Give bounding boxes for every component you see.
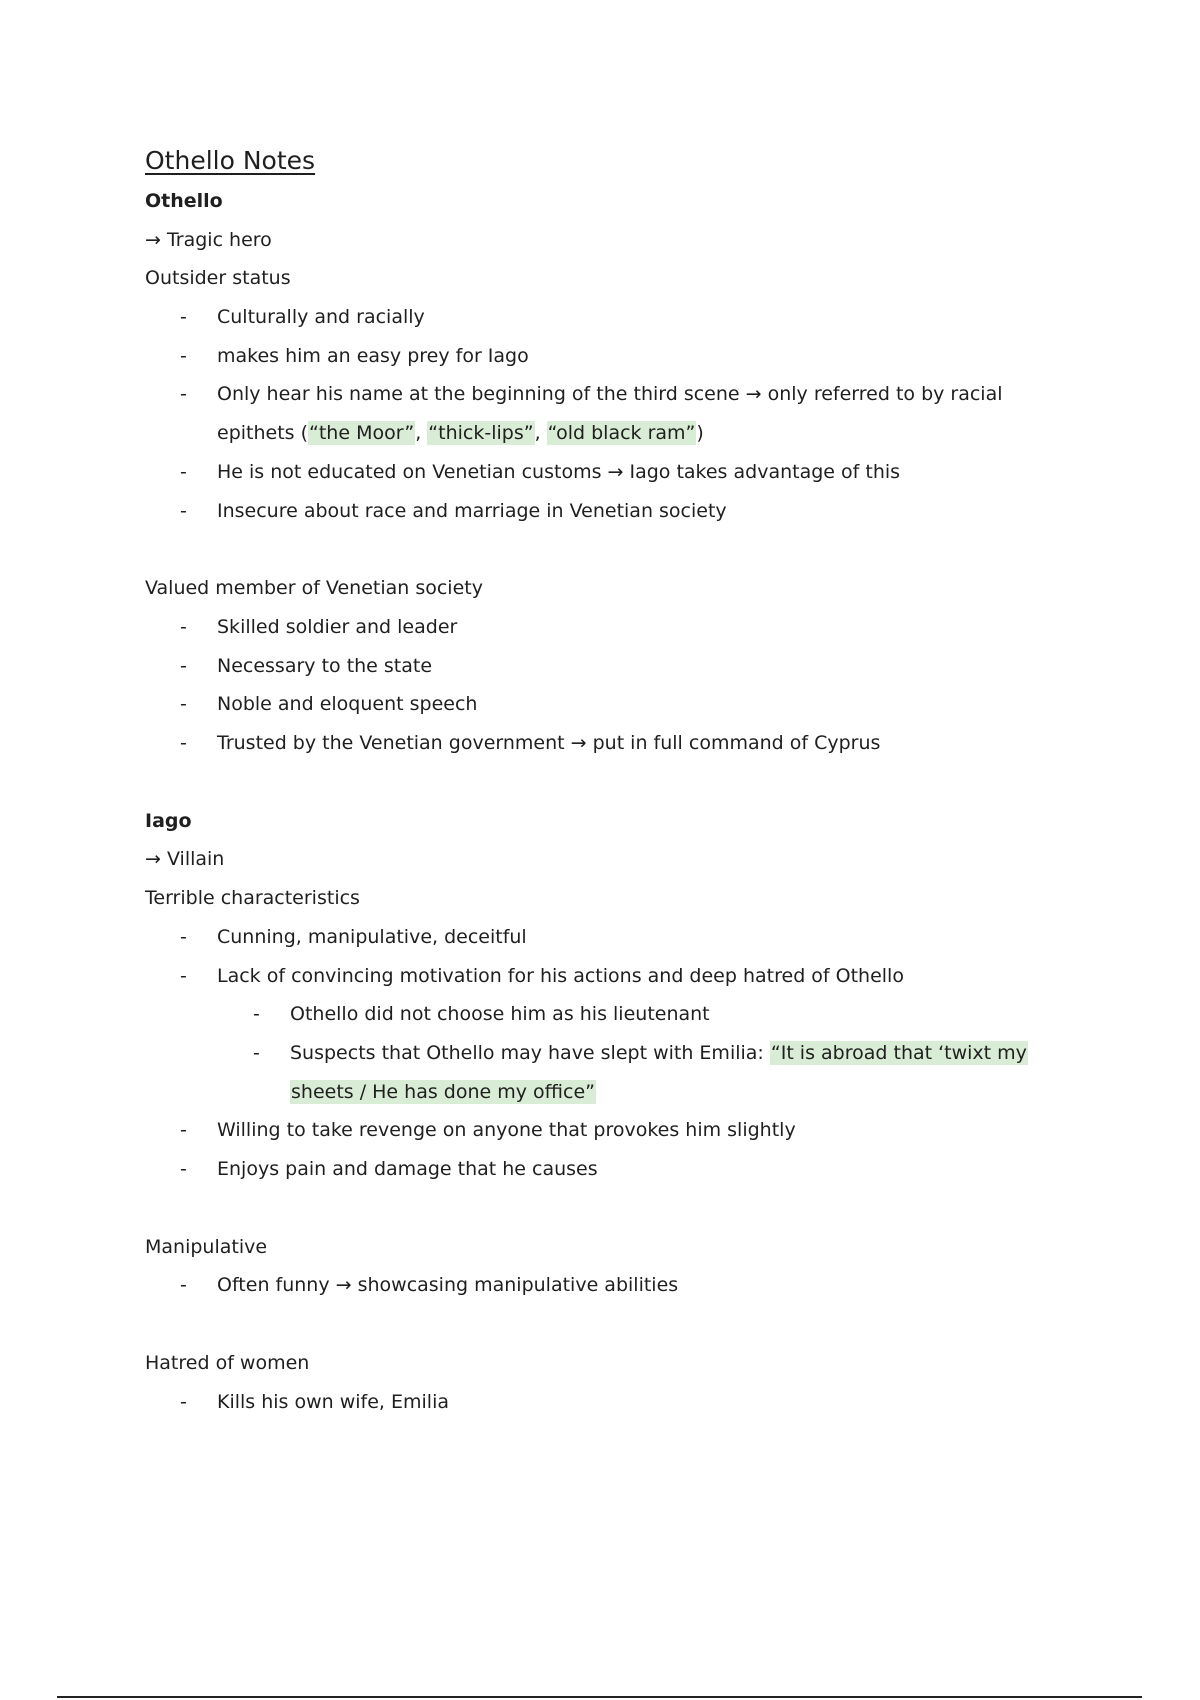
list-item bbox=[145, 608, 1085, 647]
epithets-suffix: ) bbox=[696, 422, 704, 445]
bullet-dash: - bbox=[180, 1274, 187, 1297]
bullet-dash: - bbox=[180, 383, 187, 406]
highlighted-quote: “thick-lips” bbox=[428, 422, 534, 445]
list-item bbox=[145, 724, 1085, 763]
bullet-dash: - bbox=[180, 964, 187, 987]
bullet-dash: - bbox=[180, 615, 187, 638]
list-item bbox=[145, 957, 1085, 996]
section-heading-iago: Iago bbox=[145, 809, 192, 832]
section-heading-othello: Othello bbox=[145, 190, 223, 212]
epithets-prefix: epithets ( bbox=[217, 422, 309, 445]
bullet-dash: - bbox=[180, 499, 187, 522]
bullet-dash: - bbox=[180, 654, 187, 677]
list-item bbox=[145, 1111, 1085, 1150]
list-item-text: Othello did not choose him as his lieutenant bbox=[290, 1003, 710, 1026]
list-item bbox=[145, 492, 1085, 531]
list-item bbox=[145, 918, 1085, 957]
document-content bbox=[145, 140, 1085, 1422]
list-item-text: Suspects that Othello may have slept with Emilia: bbox=[290, 1041, 770, 1064]
bullet-dash: - bbox=[180, 732, 187, 755]
bullet-dash: - bbox=[253, 1003, 260, 1026]
list-item-text: He is not educated on Venetian customs → Iago takes advantage of this bbox=[217, 460, 901, 483]
list-item bbox=[145, 337, 1085, 376]
page-bottom-rule bbox=[57, 1696, 1142, 1698]
iago-role: → Villain bbox=[145, 848, 225, 871]
list-item-text: Often funny → showcasing manipulative abilities bbox=[217, 1274, 679, 1297]
bullet-dash: - bbox=[180, 1119, 187, 1142]
list-item bbox=[145, 1150, 1085, 1189]
separator: , bbox=[534, 422, 547, 445]
valued-member-label: Valued member of Venetian society bbox=[145, 577, 483, 600]
list-item bbox=[145, 298, 1085, 337]
list-item-text: Skilled soldier and leader bbox=[217, 615, 458, 638]
list-item bbox=[145, 647, 1085, 686]
list-item-text: Willing to take revenge on anyone that provokes him slightly bbox=[217, 1119, 796, 1142]
list-item-text: makes him an easy prey for Iago bbox=[217, 344, 529, 367]
page-title: Othello Notes bbox=[145, 146, 316, 175]
list-item-text: Cunning, manipulative, deceitful bbox=[217, 925, 527, 948]
bullet-dash: - bbox=[180, 693, 187, 716]
list-item bbox=[145, 685, 1085, 724]
list-item-text: Enjoys pain and damage that he causes bbox=[217, 1158, 598, 1181]
list-item-text: Kills his own wife, Emilia bbox=[217, 1390, 450, 1413]
bullet-dash: - bbox=[180, 344, 187, 367]
othello-role: → Tragic hero bbox=[145, 228, 272, 251]
list-item-text: Culturally and racially bbox=[217, 306, 425, 329]
bullet-dash: - bbox=[253, 1041, 260, 1064]
list-item bbox=[145, 453, 1085, 492]
bullet-dash: - bbox=[180, 925, 187, 948]
list-item-text: Necessary to the state bbox=[217, 654, 433, 677]
hatred-of-women-label: Hatred of women bbox=[145, 1352, 310, 1375]
list-item bbox=[145, 1383, 1085, 1422]
highlighted-quote: sheets / He has done my office” bbox=[291, 1080, 596, 1103]
separator: , bbox=[415, 422, 428, 445]
spacer bbox=[145, 530, 1085, 569]
bullet-dash: - bbox=[180, 1158, 187, 1181]
list-item-text: Insecure about race and marriage in Venetian society bbox=[217, 499, 727, 522]
terrible-characteristics-label: Terrible characteristics bbox=[145, 887, 360, 910]
sub-list-item bbox=[145, 995, 1085, 1034]
list-item-text: Lack of convincing motivation for his actions and deep hatred of Othello bbox=[217, 964, 904, 987]
list-item bbox=[145, 1266, 1085, 1305]
highlighted-quote: “old black ram” bbox=[547, 422, 696, 445]
bullet-dash: - bbox=[180, 306, 187, 329]
spacer bbox=[145, 763, 1085, 802]
highlighted-quote: “It is abroad that ‘twixt my bbox=[770, 1041, 1027, 1064]
bullet-dash: - bbox=[180, 1390, 187, 1413]
outsider-status-label: Outsider status bbox=[145, 267, 291, 290]
list-item-text: Noble and eloquent speech bbox=[217, 693, 478, 716]
sub-list-item bbox=[145, 1034, 1085, 1111]
list-item bbox=[145, 375, 1085, 452]
list-item-text: Only hear his name at the beginning of the third scene → only referred to by racial bbox=[217, 383, 1003, 406]
spacer bbox=[145, 1189, 1085, 1228]
bullet-dash: - bbox=[180, 460, 187, 483]
manipulative-label: Manipulative bbox=[145, 1235, 268, 1258]
spacer bbox=[145, 1305, 1085, 1344]
highlighted-quote: “the Moor” bbox=[309, 422, 415, 445]
list-item-text: Trusted by the Venetian government → put in full command of Cyprus bbox=[217, 732, 881, 755]
